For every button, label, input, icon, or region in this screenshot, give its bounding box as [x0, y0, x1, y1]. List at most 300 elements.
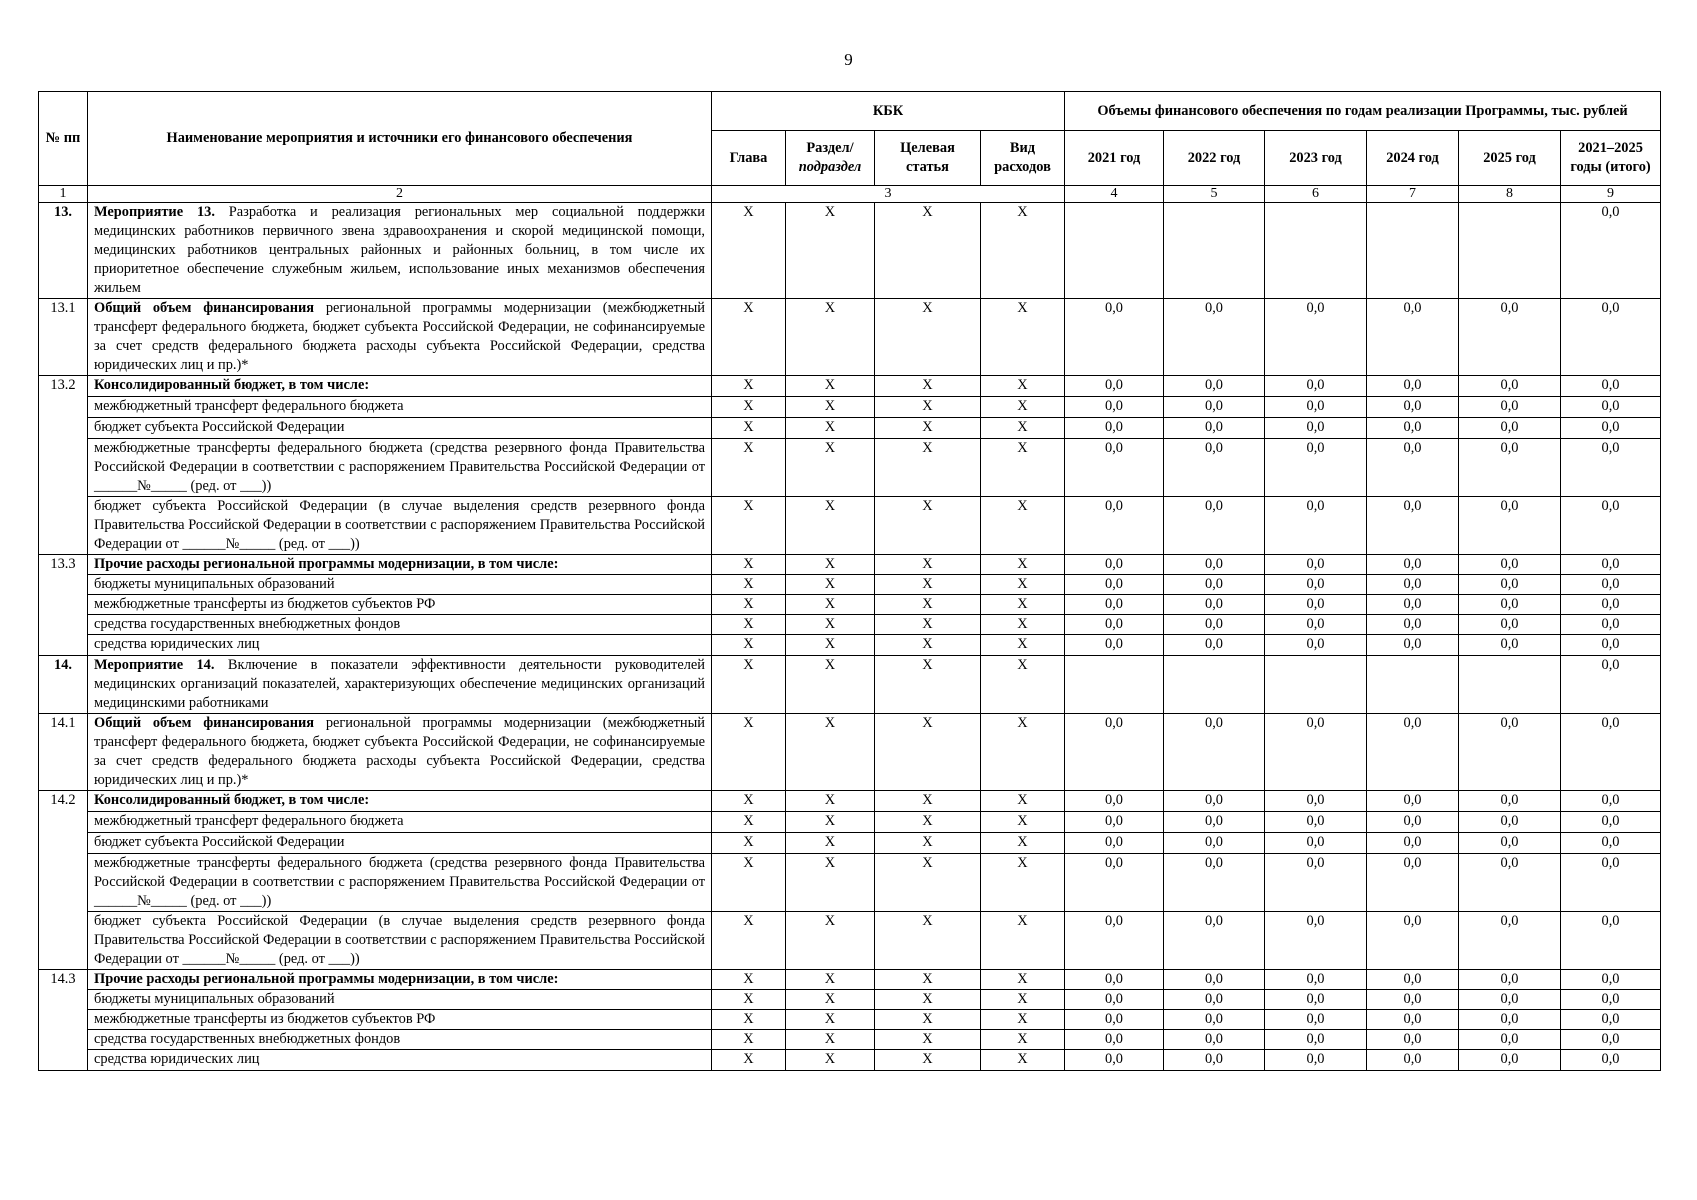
amount-cell: [1164, 656, 1265, 714]
kbk-cell: X: [875, 1030, 981, 1050]
kbk-cell: X: [712, 203, 786, 299]
amount-cell: 0,0: [1164, 1050, 1265, 1071]
amount-cell: 0,0: [1459, 1030, 1561, 1050]
kbk-cell: X: [875, 595, 981, 615]
kbk-cell: X: [786, 575, 875, 595]
amount-cell: 0,0: [1367, 439, 1459, 497]
kbk-cell: X: [712, 854, 786, 912]
kbk-cell: X: [875, 418, 981, 439]
kbk-cell: X: [786, 970, 875, 990]
table-body: [39, 203, 1661, 1071]
amount-cell: 0,0: [1265, 791, 1367, 812]
amount-cell: 0,0: [1367, 854, 1459, 912]
amount-cell: 0,0: [1367, 1030, 1459, 1050]
amount-cell: 0,0: [1164, 418, 1265, 439]
kbk-cell: X: [875, 714, 981, 791]
header-year-2025: 2025 год: [1459, 131, 1561, 186]
amount-cell: 0,0: [1561, 575, 1661, 595]
kbk-cell: X: [981, 397, 1065, 418]
header-kbk-statya: Целевая статья: [875, 131, 981, 186]
row-description: [88, 833, 712, 854]
amount-cell: 0,0: [1265, 575, 1367, 595]
kbk-cell: X: [981, 833, 1065, 854]
amount-cell: 0,0: [1065, 791, 1164, 812]
amount-cell: 0,0: [1065, 376, 1164, 397]
kbk-cell: X: [786, 595, 875, 615]
amount-cell: 0,0: [1265, 555, 1367, 575]
col-number: 9: [1561, 186, 1661, 203]
kbk-cell: X: [786, 299, 875, 376]
amount-cell: 0,0: [1561, 714, 1661, 791]
amount-cell: 0,0: [1561, 595, 1661, 615]
kbk-cell: X: [786, 912, 875, 970]
kbk-cell: X: [712, 791, 786, 812]
amount-cell: 0,0: [1164, 615, 1265, 635]
row-description-text: средства государственных внебюджетных фондов: [94, 616, 401, 632]
amount-cell: 0,0: [1459, 833, 1561, 854]
amount-cell: 0,0: [1459, 376, 1561, 397]
amount-cell: 0,0: [1459, 418, 1561, 439]
kbk-cell: X: [981, 714, 1065, 791]
amount-cell: 0,0: [1459, 635, 1561, 656]
kbk-cell: X: [875, 833, 981, 854]
row-number: 14.2: [39, 791, 88, 970]
row-description: [88, 497, 712, 555]
amount-cell: 0,0: [1265, 439, 1367, 497]
amount-cell: 0,0: [1561, 299, 1661, 376]
kbk-cell: X: [712, 555, 786, 575]
kbk-cell: X: [786, 812, 875, 833]
amount-cell: 0,0: [1459, 497, 1561, 555]
header-kbk: КБК: [712, 92, 1065, 131]
row-description-text: межбюджетные трансферты федерального бюджета (средства резервного фонда Правительства Российской Федерации в соответствии с распоряжением Правительства Российской Федерации от ______№_____ (ред. от ___)): [94, 440, 705, 494]
amount-cell: 0,0: [1367, 1050, 1459, 1071]
kbk-cell: X: [712, 1010, 786, 1030]
amount-cell: 0,0: [1065, 635, 1164, 656]
row-description-text: межбюджетные трансферты из бюджетов субъектов РФ: [94, 596, 436, 612]
amount-cell: 0,0: [1164, 299, 1265, 376]
amount-cell: 0,0: [1367, 791, 1459, 812]
amount-cell: 0,0: [1065, 833, 1164, 854]
kbk-cell: X: [712, 812, 786, 833]
row-description: [88, 595, 712, 615]
table-row: [39, 912, 1661, 970]
table-row: [39, 970, 1661, 990]
kbk-cell: X: [981, 854, 1065, 912]
kbk-cell: X: [786, 714, 875, 791]
amount-cell: 0,0: [1065, 397, 1164, 418]
header-kbk-vid: Вид расходов: [981, 131, 1065, 186]
table-row: [39, 635, 1661, 656]
row-description: [88, 635, 712, 656]
row-description-bold: Консолидированный бюджет, в том числе:: [94, 792, 370, 808]
amount-cell: 0,0: [1265, 833, 1367, 854]
kbk-cell: X: [875, 1010, 981, 1030]
kbk-cell: X: [712, 1050, 786, 1071]
table-row: [39, 397, 1661, 418]
col-number: 1: [39, 186, 88, 203]
column-number-row: [39, 186, 1661, 203]
row-description-text: региональной программы модернизации (межбюджетный трансферт федерального бюджета, бюджет субъекта Российской Федерации, не софинансируемые за счет средств федерального бюджета расходы субъекта Российской Федерации, средства юридических лиц и пр.)*: [94, 715, 705, 788]
kbk-cell: X: [875, 575, 981, 595]
amount-cell: [1065, 203, 1164, 299]
table-row: [39, 497, 1661, 555]
row-number: 13.: [39, 203, 88, 299]
row-description-text: Разработка и реализация региональных мер социальной поддержки медицинских работников первичного звена здравоохранения и скорой медицинской помощи, медицинских работников центральных районных и районных больниц, в том числе их приоритетное обеспечение служебным жильем, использование иных механизмов обеспечения жильем: [94, 204, 705, 296]
kbk-cell: X: [786, 439, 875, 497]
amount-cell: 0,0: [1164, 854, 1265, 912]
row-description-text: бюджет субъекта Российской Федерации: [94, 834, 345, 850]
header-year-2021: 2021 год: [1065, 131, 1164, 186]
amount-cell: 0,0: [1065, 595, 1164, 615]
table-row: [39, 1030, 1661, 1050]
row-description-bold: Общий объем финансирования: [94, 715, 315, 731]
amount-cell: 0,0: [1367, 595, 1459, 615]
amount-cell: 0,0: [1164, 990, 1265, 1010]
amount-cell: [1367, 203, 1459, 299]
amount-cell: 0,0: [1164, 1010, 1265, 1030]
kbk-cell: X: [875, 439, 981, 497]
amount-cell: 0,0: [1065, 970, 1164, 990]
row-description-bold: Мероприятие 13.: [94, 204, 215, 220]
kbk-cell: X: [875, 912, 981, 970]
amount-cell: 0,0: [1561, 812, 1661, 833]
kbk-cell: X: [786, 990, 875, 1010]
amount-cell: 0,0: [1459, 575, 1561, 595]
kbk-cell: X: [981, 203, 1065, 299]
amount-cell: [1459, 203, 1561, 299]
amount-cell: 0,0: [1065, 990, 1164, 1010]
kbk-cell: X: [981, 1050, 1065, 1071]
kbk-cell: X: [712, 575, 786, 595]
row-description: [88, 439, 712, 497]
amount-cell: 0,0: [1561, 635, 1661, 656]
amount-cell: 0,0: [1459, 555, 1561, 575]
kbk-cell: X: [786, 376, 875, 397]
row-description-text: межбюджетные трансферты федерального бюджета (средства резервного фонда Правительства Российской Федерации в соответствии с распоряжением Правительства Российской Федерации от ______№_____ (ред. от ___)): [94, 855, 705, 909]
row-description: [88, 854, 712, 912]
row-description: [88, 970, 712, 990]
amount-cell: 0,0: [1459, 990, 1561, 1010]
kbk-cell: X: [875, 397, 981, 418]
kbk-cell: X: [981, 635, 1065, 656]
kbk-cell: X: [712, 656, 786, 714]
amount-cell: 0,0: [1459, 1010, 1561, 1030]
row-description: [88, 812, 712, 833]
amount-cell: 0,0: [1265, 714, 1367, 791]
kbk-cell: X: [875, 812, 981, 833]
amount-cell: [1065, 656, 1164, 714]
amount-cell: 0,0: [1367, 615, 1459, 635]
header-kbk-razdel: Раздел/ подраздел: [786, 131, 875, 186]
kbk-cell: X: [712, 833, 786, 854]
amount-cell: 0,0: [1065, 854, 1164, 912]
table-row: [39, 812, 1661, 833]
header-name: Наименование мероприятия и источники его финансового обеспечения: [88, 92, 712, 186]
amount-cell: 0,0: [1459, 812, 1561, 833]
amount-cell: 0,0: [1367, 714, 1459, 791]
financing-table: [38, 91, 1661, 1071]
amount-cell: 0,0: [1164, 970, 1265, 990]
amount-cell: 0,0: [1459, 714, 1561, 791]
kbk-cell: X: [875, 990, 981, 1010]
amount-cell: 0,0: [1561, 497, 1661, 555]
kbk-cell: X: [875, 615, 981, 635]
table-row: [39, 1010, 1661, 1030]
header-year-2023: 2023 год: [1265, 131, 1367, 186]
col-number: 2: [88, 186, 712, 203]
row-description: [88, 1010, 712, 1030]
kbk-cell: X: [981, 812, 1065, 833]
amount-cell: 0,0: [1265, 397, 1367, 418]
amount-cell: 0,0: [1561, 833, 1661, 854]
amount-cell: 0,0: [1367, 555, 1459, 575]
amount-cell: 0,0: [1164, 555, 1265, 575]
row-description: [88, 299, 712, 376]
kbk-cell: X: [786, 656, 875, 714]
table-row: [39, 376, 1661, 397]
col-number: 8: [1459, 186, 1561, 203]
kbk-cell: X: [981, 990, 1065, 1010]
amount-cell: 0,0: [1164, 912, 1265, 970]
kbk-cell: X: [875, 1050, 981, 1071]
row-description-bold: Прочие расходы региональной программы модернизации, в том числе:: [94, 556, 559, 572]
kbk-cell: X: [712, 497, 786, 555]
kbk-cell: X: [786, 854, 875, 912]
amount-cell: 0,0: [1561, 970, 1661, 990]
amount-cell: 0,0: [1065, 418, 1164, 439]
kbk-cell: X: [981, 418, 1065, 439]
amount-cell: 0,0: [1164, 714, 1265, 791]
amount-cell: 0,0: [1065, 615, 1164, 635]
table-row: [39, 990, 1661, 1010]
amount-cell: 0,0: [1561, 397, 1661, 418]
amount-cell: 0,0: [1265, 1010, 1367, 1030]
kbk-cell: X: [981, 970, 1065, 990]
amount-cell: 0,0: [1459, 299, 1561, 376]
row-description-text: бюджеты муниципальных образований: [94, 576, 335, 592]
table-row: [39, 656, 1661, 714]
kbk-cell: X: [712, 299, 786, 376]
kbk-cell: X: [712, 439, 786, 497]
row-description-text: бюджет субъекта Российской Федерации: [94, 419, 345, 435]
row-description: [88, 575, 712, 595]
table-row: [39, 555, 1661, 575]
amount-cell: 0,0: [1265, 635, 1367, 656]
kbk-cell: X: [981, 595, 1065, 615]
table-row: [39, 615, 1661, 635]
kbk-cell: X: [712, 615, 786, 635]
amount-cell: 0,0: [1367, 912, 1459, 970]
kbk-cell: X: [875, 635, 981, 656]
kbk-cell: X: [875, 970, 981, 990]
table-row: [39, 714, 1661, 791]
kbk-cell: X: [981, 575, 1065, 595]
kbk-cell: X: [786, 555, 875, 575]
row-description-text: бюджеты муниципальных образований: [94, 991, 335, 1007]
amount-cell: 0,0: [1164, 376, 1265, 397]
kbk-cell: X: [712, 397, 786, 418]
amount-cell: 0,0: [1164, 397, 1265, 418]
table-row: [39, 203, 1661, 299]
kbk-cell: X: [712, 418, 786, 439]
table-row: [39, 439, 1661, 497]
kbk-cell: X: [712, 595, 786, 615]
amount-cell: 0,0: [1367, 376, 1459, 397]
col-number: 4: [1065, 186, 1164, 203]
amount-cell: 0,0: [1561, 1010, 1661, 1030]
amount-cell: 0,0: [1367, 990, 1459, 1010]
row-number: 14.3: [39, 970, 88, 1071]
amount-cell: [1164, 203, 1265, 299]
amount-cell: 0,0: [1065, 912, 1164, 970]
amount-cell: 0,0: [1265, 376, 1367, 397]
amount-cell: 0,0: [1367, 970, 1459, 990]
amount-cell: 0,0: [1459, 970, 1561, 990]
kbk-cell: X: [712, 1030, 786, 1050]
kbk-cell: X: [875, 497, 981, 555]
kbk-cell: X: [981, 791, 1065, 812]
page-number: 9: [844, 50, 853, 69]
kbk-cell: X: [981, 497, 1065, 555]
amount-cell: 0,0: [1265, 854, 1367, 912]
kbk-cell: X: [875, 791, 981, 812]
amount-cell: 0,0: [1459, 595, 1561, 615]
amount-cell: 0,0: [1265, 912, 1367, 970]
kbk-cell: X: [981, 376, 1065, 397]
row-description: [88, 912, 712, 970]
kbk-cell: X: [786, 1010, 875, 1030]
col-number: 3: [712, 186, 1065, 203]
amount-cell: 0,0: [1265, 1050, 1367, 1071]
header-no: № пп: [39, 92, 88, 186]
amount-cell: 0,0: [1164, 497, 1265, 555]
amount-cell: 0,0: [1367, 575, 1459, 595]
row-number: 13.3: [39, 555, 88, 656]
amount-cell: [1265, 203, 1367, 299]
kbk-cell: X: [981, 1010, 1065, 1030]
amount-cell: 0,0: [1265, 418, 1367, 439]
row-description-bold: Прочие расходы региональной программы модернизации, в том числе:: [94, 971, 559, 987]
row-description: [88, 555, 712, 575]
kbk-cell: X: [981, 299, 1065, 376]
row-description: [88, 791, 712, 812]
row-number: 13.1: [39, 299, 88, 376]
amount-cell: 0,0: [1561, 854, 1661, 912]
amount-cell: 0,0: [1367, 1010, 1459, 1030]
row-description-text: средства государственных внебюджетных фондов: [94, 1031, 401, 1047]
kbk-cell: X: [712, 912, 786, 970]
amount-cell: 0,0: [1367, 812, 1459, 833]
amount-cell: 0,0: [1065, 1010, 1164, 1030]
row-description-bold: Консолидированный бюджет, в том числе:: [94, 377, 370, 393]
row-description: [88, 1050, 712, 1071]
row-description: [88, 418, 712, 439]
amount-cell: 0,0: [1367, 635, 1459, 656]
amount-cell: 0,0: [1561, 418, 1661, 439]
amount-cell: 0,0: [1065, 497, 1164, 555]
amount-cell: 0,0: [1367, 397, 1459, 418]
amount-cell: 0,0: [1065, 555, 1164, 575]
kbk-cell: X: [712, 714, 786, 791]
amount-cell: 0,0: [1367, 833, 1459, 854]
amount-cell: 0,0: [1065, 812, 1164, 833]
row-description: [88, 203, 712, 299]
kbk-cell: X: [981, 912, 1065, 970]
kbk-cell: X: [712, 970, 786, 990]
header-year-total: 2021–2025 годы (итого): [1561, 131, 1661, 186]
kbk-cell: X: [875, 203, 981, 299]
amount-cell: 0,0: [1065, 575, 1164, 595]
table-row: [39, 791, 1661, 812]
col-number: 6: [1265, 186, 1367, 203]
amount-cell: 0,0: [1265, 497, 1367, 555]
amount-cell: 0,0: [1065, 439, 1164, 497]
amount-cell: 0,0: [1459, 854, 1561, 912]
amount-cell: 0,0: [1561, 615, 1661, 635]
amount-cell: 0,0: [1561, 990, 1661, 1010]
header-year-2024: 2024 год: [1367, 131, 1459, 186]
table-row: [39, 418, 1661, 439]
amount-cell: 0,0: [1561, 376, 1661, 397]
amount-cell: 0,0: [1561, 1030, 1661, 1050]
row-description: [88, 990, 712, 1010]
table-row: [39, 854, 1661, 912]
kbk-cell: X: [981, 555, 1065, 575]
amount-cell: 0,0: [1164, 812, 1265, 833]
kbk-cell: X: [712, 990, 786, 1010]
kbk-cell: X: [875, 854, 981, 912]
amount-cell: 0,0: [1459, 439, 1561, 497]
kbk-cell: X: [786, 635, 875, 656]
row-description: [88, 397, 712, 418]
kbk-cell: X: [786, 397, 875, 418]
amount-cell: 0,0: [1164, 595, 1265, 615]
row-description-text: Включение в показатели эффективности деятельности руководителей медицинских организаций показателей, характеризующих обеспечение медицинских организаций медицинскими работниками: [94, 657, 705, 711]
row-description-text: средства юридических лиц: [94, 636, 260, 652]
amount-cell: 0,0: [1265, 1030, 1367, 1050]
kbk-cell: X: [875, 299, 981, 376]
kbk-cell: X: [981, 1030, 1065, 1050]
kbk-cell: X: [786, 1050, 875, 1071]
amount-cell: 0,0: [1561, 656, 1661, 714]
row-description-text: региональной программы модернизации (межбюджетный трансферт федерального бюджета, бюджет субъекта Российской Федерации, не софинансируемые за счет средств федерального бюджета расходы субъекта Российской Федерации, средства юридических лиц и пр.)*: [94, 300, 705, 373]
kbk-cell: X: [786, 1030, 875, 1050]
amount-cell: 0,0: [1265, 970, 1367, 990]
row-description: [88, 615, 712, 635]
kbk-cell: X: [875, 656, 981, 714]
amount-cell: 0,0: [1459, 791, 1561, 812]
table-row: [39, 595, 1661, 615]
table-row: [39, 1050, 1661, 1071]
kbk-cell: X: [786, 615, 875, 635]
amount-cell: 0,0: [1164, 791, 1265, 812]
row-description-bold: Мероприятие 14.: [94, 657, 215, 673]
kbk-cell: X: [981, 615, 1065, 635]
amount-cell: 0,0: [1164, 439, 1265, 497]
amount-cell: [1367, 656, 1459, 714]
amount-cell: 0,0: [1367, 497, 1459, 555]
row-description-text: межбюджетный трансферт федерального бюджета: [94, 398, 404, 414]
amount-cell: 0,0: [1265, 990, 1367, 1010]
amount-cell: 0,0: [1367, 299, 1459, 376]
kbk-cell: X: [786, 203, 875, 299]
amount-cell: [1459, 656, 1561, 714]
amount-cell: 0,0: [1459, 397, 1561, 418]
table-row: [39, 299, 1661, 376]
amount-cell: [1265, 656, 1367, 714]
header-kbk-glava: Глава: [712, 131, 786, 186]
